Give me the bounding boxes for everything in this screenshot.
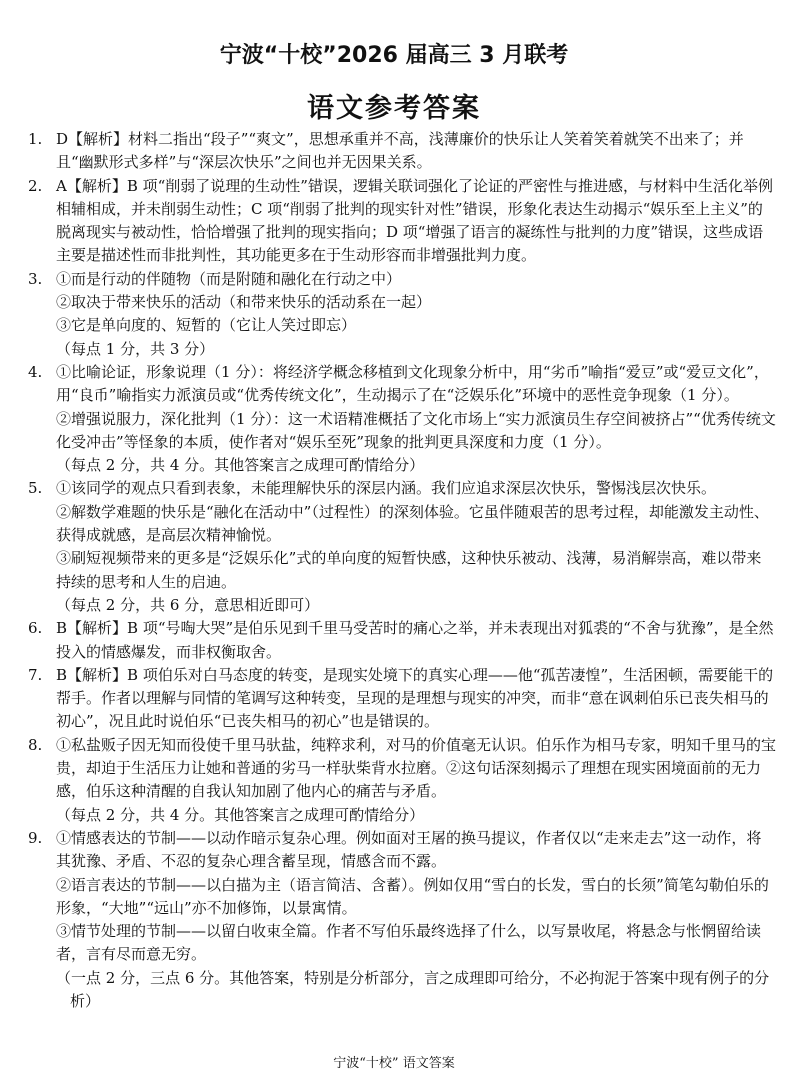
- answer-item-7: [28, 664, 776, 734]
- answer-item-8: [28, 734, 776, 827]
- answer-point: ②增强说服力，深化批判（1 分）：这一术语精准概括了文化市场上“实力派演员生存空间被挤占”“优秀传统文化受冲击”等怪象的本质，使作者对“娱乐至死”现象的批判更具深度和力度（1 分）。: [56, 409, 776, 451]
- question-number: 2.: [28, 176, 43, 195]
- document-subtitle: 语文参考答案: [307, 93, 481, 124]
- answer-point: ③它是单向度的、短暂的（它让人笑过即忘）: [56, 316, 357, 335]
- exam-title: 宁波“十校”2026 届高三 3 月联考: [219, 43, 569, 68]
- answer-text: ①该同学的观点只看到表象，未能理解快乐的深层内涵。我们应追求深层次快乐，警惕浅层次快乐。: [56, 479, 717, 498]
- answer-text: ①私盐贩子因无知而役使千里马驮盐，纯粹求利，对马的价值毫无认识。伯乐作为相马专家，明知千里马的宝贵，却迫于生活压力让她和普通的劣马一样驮柴背水拉磨。②这句话深刻揭示了理想在现实困境面前的无力感，伯乐这种清醒的自我认知加剧了他内心的痛苦与矛盾。: [56, 735, 777, 801]
- answer-point: ③情节处理的节制——以留白收束全篇。作者不写伯乐最终选择了什么，以写景收尾，将悬念与怅惘留给读者，言有尽而意无穷。: [56, 922, 762, 964]
- question-number: 5.: [28, 479, 43, 498]
- answer-text: B【解析】B 项“号啕大哭”是伯乐见到千里马受苦时的痛心之举，并未表现出对狐裘的“不舍与犹豫”，是全然投入的情感爆发，而非权衡取舍。: [56, 619, 774, 661]
- answer-point: ②语言表达的节制——以白描为主（语言简洁、含蓄）。例如仅用“雪白的长发，雪白的长须”简笔勾勒伯乐的形象，“大地”“远山”亦不加修饰，以景寓情。: [56, 875, 769, 917]
- question-number: 7.: [28, 665, 43, 684]
- question-number: 9.: [28, 828, 43, 847]
- answer-text: ①情感表达的节制——以动作暗示复杂心理。例如面对王屠的换马提议，作者仅以“走来走去”这一动作，将其犹豫、矛盾、不忍的复杂心理含蓄呈现，情感含而不露。: [56, 828, 762, 871]
- question-number: 8.: [28, 735, 43, 754]
- answer-item-5: [28, 477, 776, 617]
- page-footer: 宁波“十校” 语文答案: [333, 1056, 455, 1071]
- scoring-note: （每点 2 分，共 4 分。其他答案言之成理可酌情给分）: [56, 805, 425, 824]
- answer-text: A【解析】B 项“削弱了说理的生动性”错误，逻辑关联词强化了论证的严密性与推进感，与材料中生活化举例相辅相成，并未削弱生动性；C 项“削弱了批判的现实针对性”错误，形象化表达生动揭示“娱乐至上主义”的脱离现实与被动性，恰恰增强了批判的现实指向；D 项“增强了语言的凝练性与批判的力度”错误，这些成语主要是描述性而非批判性，其功能更多在于生动形容而非增强批判力度。: [56, 176, 773, 265]
- answer-text: ①而是行动的伴随物（而是附随和融化在行动之中）: [56, 269, 402, 288]
- question-number: 4.: [28, 362, 43, 381]
- scoring-note: （每点 2 分，共 6 分，意思相近即可）: [56, 595, 320, 614]
- answer-item-6: [28, 617, 776, 664]
- answer-item-1: [28, 128, 776, 175]
- scoring-note: （每点 1 分，共 3 分）: [56, 339, 215, 358]
- answer-item-2: [28, 175, 776, 268]
- answer-point: ③刷短视频带来的更多是“泛娱乐化”式的单向度的短暂快感，这种快乐被动、浅薄，易消解崇高，难以带来持续的思考和人生的启迪。: [56, 549, 762, 591]
- question-number: 1.: [28, 130, 43, 148]
- answer-item-3: [28, 268, 776, 361]
- answer-item-9: [28, 827, 776, 1013]
- answer-text: B【解析】B 项伯乐对白马态度的转变，是现实处境下的真实心理——他“孤苦凄惶”，生活困顿，需要能干的帮手。作者以理解与同情的笔调写这种转变，呈现的是理想与现实的冲突，而非“意在讽刺伯乐已丧失相马的初心”，况且此时说伯乐“已丧失相马的初心”也是错误的。: [56, 665, 774, 731]
- question-number: 3.: [28, 269, 43, 288]
- answer-point: ②解数学难题的快乐是“融化在活动中”（过程性）的深刻体验。它虽伴随艰苦的思考过程，却能激发主动性、获得成就感，是高层次精神愉悦。: [56, 502, 769, 545]
- answer-item-4: [28, 361, 776, 477]
- scoring-note: （一点 2 分，三点 6 分。其他答案，特别是分析部分，言之成理即可给分，不必拘泥于答案中现有例子的分析）: [56, 968, 770, 1010]
- answer-text: D【解析】材料二指出“段子”“爽文”，思想承重并不高，浅薄廉价的快乐让人笑着笑着就笑不出来了；并且“幽默形式多样”与“深层次快乐”之间也并无因果关系。: [56, 130, 744, 172]
- answer-point: ②取决于带来快乐的活动（和带来快乐的活动系在一起）: [56, 293, 432, 312]
- question-number: 6.: [28, 619, 43, 638]
- answer-list: [28, 128, 776, 1013]
- scoring-note: （每点 2 分，共 4 分。其他答案言之成理可酌情给分）: [56, 456, 425, 475]
- answer-text: ①比喻论证，形象说理（1 分）：将经济学概念移植到文化现象分析中，用“劣币”喻指“爱豆”或“爱豆文化”，用“良币”喻指实力派演员或“优秀传统文化”，生动揭示了在“泛娱乐化”环境中的恶性竞争现象（1 分）。: [56, 362, 769, 405]
